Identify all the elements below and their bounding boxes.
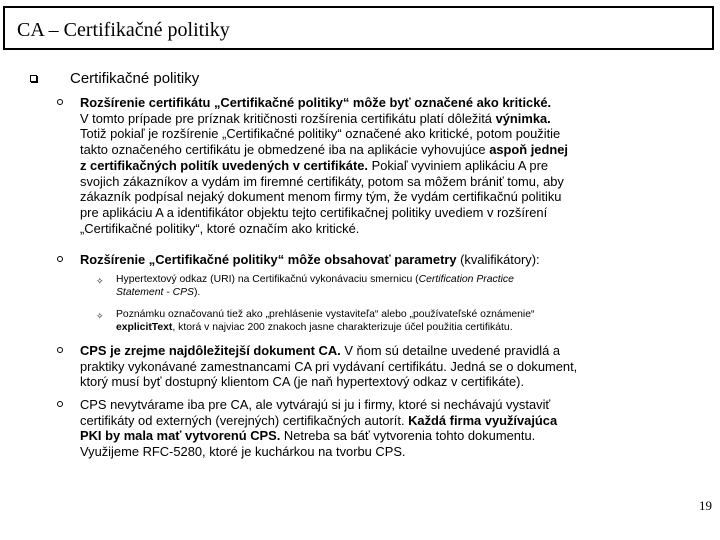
- circle-bullet-icon: [57, 347, 63, 353]
- item4-line2-bold: Každá firma využívajúca: [408, 412, 558, 428]
- item4-line3-rest: Netreba sa báť vytvorenia tohto dokumentu.: [280, 428, 536, 444]
- item3-bold: CPS je zrejme najdôležitejší dokument CA.: [80, 343, 341, 358]
- item4-line4: Využijeme RFC-5280, ktoré je kuchárkou na tvorbu CPS.: [80, 444, 406, 460]
- item3-line1-rest: V ňom sú detailne uvedené pravidlá a: [340, 343, 561, 358]
- list-item-text: [80, 252, 690, 268]
- item1-line2: V tomto prípade pre príznak kritičnosti rozšírenia certifikátu platí dôležitá: [80, 110, 496, 126]
- item3-line3: ktorý musí byť dostupný klientom CA (je naň hypertextový odkaz v certifikáte).: [80, 374, 525, 390]
- sub1-italic1: Certification Practice: [418, 274, 514, 285]
- item1-line4: takto označeného certifikátu je obmedzené iba na aplikácie vyhovujúce: [80, 142, 490, 158]
- item4-line2-plain: certifikáty od externých (verejných) certifikačných autorít.: [80, 412, 409, 428]
- list-item-text: [80, 343, 690, 390]
- item1-line5-rest: Pokiaľ vyviniem aplikáciu A pre: [368, 157, 549, 173]
- item1-line5-bold: z certifikačných politík uvedených v certifikáte.: [80, 157, 369, 173]
- list-item-text: [80, 95, 690, 236]
- sub2-bold: explicitText: [116, 321, 173, 333]
- item1-line6: svojich zákazníkov a vydám im firemné certifikáty, potom sa môžem brániť tomu, aby: [80, 173, 564, 189]
- item2-rest: (kvalifikátory):: [456, 252, 540, 267]
- item1-line1: Rozšírenie certifikátu „Certifikačné politiky“ môže byť označené ako kritické.: [80, 95, 552, 110]
- sub-item-text: [116, 309, 694, 334]
- item1-vynimka: výnimka.: [495, 110, 551, 126]
- slide-title-box: [3, 6, 714, 50]
- item1-line8: pre aplikáciu A a identifikátor objektu tejto certifikačnej politiky uvediem v rozšírení: [80, 204, 548, 220]
- sub1-line1: Hypertextový odkaz (URI) na Certifikačnú vykonávaciu smernicu (: [116, 274, 419, 285]
- sub-item-text: [116, 274, 694, 299]
- item1-line7: zákazník podpísal nejaký dokument menom firmy tým, že vydám certifikačnú politiku: [80, 189, 562, 205]
- item3-line2: praktiky vykonávané zamestnancami CA pri vydávaní certifikátu. Jedná se o dokument,: [80, 358, 578, 374]
- diamond-bullet-icon: ✧: [96, 276, 104, 286]
- square-bullet-icon: [30, 75, 37, 82]
- item4-line3-bold: PKI by mala mať vytvorenú CPS.: [80, 428, 281, 444]
- circle-bullet-icon: [57, 401, 63, 407]
- sub2-tail: , ktorá v najviac 200 znakoch jasne charakterizuje účel použitia certifikátu.: [172, 321, 513, 333]
- item2-bold: Rozšírenie „Certifikačné politiky“ môže obsahovať parametry: [80, 252, 457, 267]
- slide-title: CA – Certifikačné politiky: [17, 19, 230, 41]
- sub1-italic2: Statement - CPS: [116, 286, 194, 298]
- sub1-tail: ).: [193, 286, 201, 298]
- item1-line9: „Certifikačné politiky“, ktoré označím ako kritické.: [80, 220, 360, 236]
- circle-bullet-icon: [57, 99, 63, 105]
- diamond-bullet-icon: ✧: [96, 311, 104, 321]
- page-number: 19: [699, 498, 712, 513]
- item1-line3: Totiž pokiaľ je rozšírenie „Certifikačné politiky“ označené ako kritické, potom použitie: [80, 126, 561, 142]
- sub2-line1: Poznámku označovanú tiež ako „prehlásenie vystaviteľa“ alebo „používateľské oznámenie“: [116, 309, 535, 320]
- main-bullet-text: Certifikačné politiky: [70, 70, 200, 87]
- item1-aspon-jednej: aspoň jednej: [489, 142, 568, 158]
- list-item-text: [80, 397, 690, 460]
- item4-line1: CPS nevytvárame iba pre CA, ale vytvárajú si ju i firmy, ktoré si nechávajú vystaviť: [80, 397, 551, 412]
- circle-bullet-icon: [57, 256, 63, 262]
